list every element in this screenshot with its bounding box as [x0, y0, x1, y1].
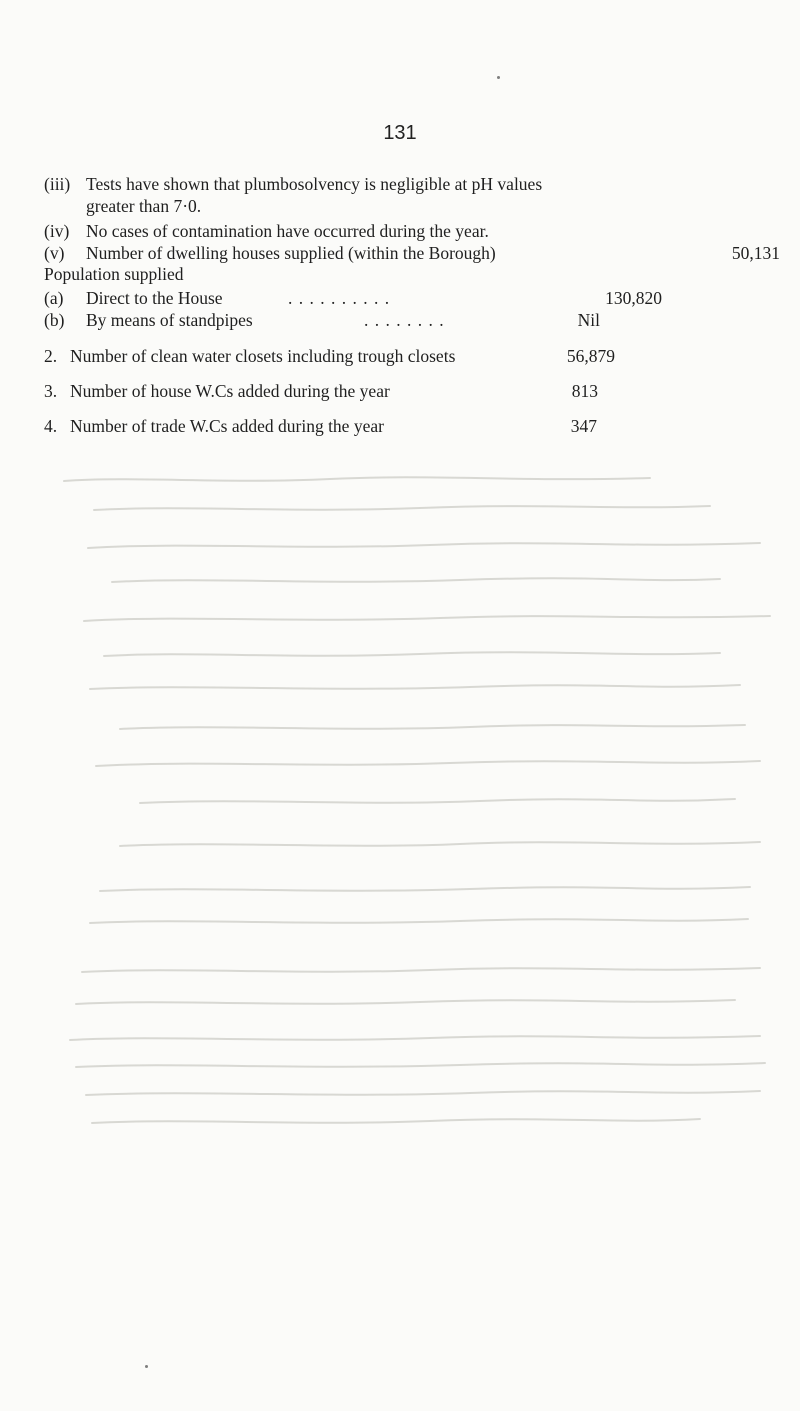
item-marker: (v) [44, 243, 65, 263]
row-number: 4. [44, 416, 58, 436]
row-label: By means of standpipes [86, 310, 253, 330]
list-item [44, 173, 778, 217]
paper-speck [497, 76, 500, 79]
item-value: 50,131 [731, 243, 780, 263]
paper-speck [145, 1365, 148, 1368]
item-marker: (iii) [44, 174, 71, 194]
row-value: Nil [577, 310, 600, 330]
numbered-row [44, 380, 598, 402]
item-marker: (iv) [44, 221, 70, 241]
row-value: 347 [570, 416, 597, 436]
list-item [44, 220, 778, 242]
item-text: No cases of contamination have occurred during the year. [86, 221, 489, 241]
numbered-row [44, 345, 615, 367]
numbered-row [44, 415, 597, 437]
row-value: 130,820 [605, 288, 662, 308]
row-label: Direct to the House [86, 288, 223, 308]
row-value: 813 [571, 381, 598, 401]
population-row [44, 287, 662, 309]
row-number: 3. [44, 381, 58, 401]
list-item [44, 242, 780, 264]
row-number: 2. [44, 346, 58, 366]
row-label: Number of house W.Cs added during the year [70, 381, 390, 401]
population-row [44, 309, 600, 331]
item-text-continuation: greater than 7·0. [86, 196, 202, 216]
leader-dots: . . . . . . . . . . [288, 288, 391, 308]
leader-dots: . . . . . . . . [364, 310, 445, 330]
row-marker: (b) [44, 310, 65, 330]
row-marker: (a) [44, 288, 64, 308]
row-label: Number of trade W.Cs added during the year [70, 416, 384, 436]
item-text: Tests have shown that plumbosolvency is negligible at pH values [86, 174, 543, 194]
item-text: Number of dwelling houses supplied (within the Borough) [86, 243, 496, 263]
row-value: 56,879 [566, 346, 615, 366]
page-number: 131 [383, 122, 417, 144]
population-heading: Population supplied [44, 264, 184, 284]
row-label: Number of clean water closets including trough closets [70, 346, 456, 366]
